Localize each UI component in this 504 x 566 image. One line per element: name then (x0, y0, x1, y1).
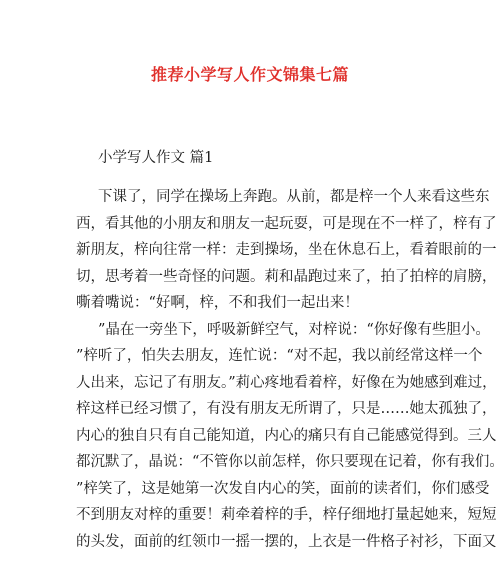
body-text (76, 184, 504, 555)
paragraph-line: 切，思考着一些奇怪的问题。莉和晶跑过来了，拍了拍梓的肩膀， (76, 268, 497, 285)
paragraph-line: 西，看其他的小朋友和朋友一起玩耍，可是现在不一样了，梓有了 (76, 215, 497, 232)
paragraph-line: 都沉默了，晶说：“不管你以前怎样，你只要现在记着，你有我们。 (76, 454, 504, 470)
paragraph-line: 嘶着嘴说：“好啊，梓，不和我们一起出来！ (76, 295, 359, 311)
paragraph-line: 不到朋友对梓的重要！莉牵着梓的手，梓仔细地打量起她来，短短 (76, 507, 497, 523)
paragraph-line: ”晶在一旁坐下，呼吸新鲜空气，对梓说：“你好像有些胆小。 (98, 321, 490, 338)
paragraph-line: 新朋友，梓向往常一样：走到操场，坐在休息石上，看着眼前的一 (76, 242, 497, 258)
paragraph-line: 梓这样已经习惯了，有没有朋友无所谓了，只是……她太孤独了， (76, 401, 497, 417)
document-title: 推荐小学写人作文锦集七篇 (150, 65, 349, 84)
paragraph-line: ”梓听了，怕失去朋友，连忙说：“对不起，我以前经常这样一个 (76, 348, 483, 364)
paragraph-line: 的头发，面前的红领巾一摇一摆的，上衣是一件格子衬衫，下面又 (76, 533, 497, 550)
paragraph-line: ”梓笑了，这是她第一次发自内心的笑，面前的读者们，你们感受 (76, 480, 490, 497)
paragraph-line: 下课了，同学在操场上奔跑。从前，都是梓一个人来看这些东 (98, 189, 490, 205)
paragraph-line: 内心的独自只有自己能知道，内心的痛只有自己能感觉得到。三人 (76, 427, 497, 444)
paragraph-line: 人出来，忘记了有朋友。”莉心疼地看着梓，好像在为她感到难过， (76, 374, 497, 391)
section-heading: 小学写人作文 篇1 (98, 150, 214, 166)
